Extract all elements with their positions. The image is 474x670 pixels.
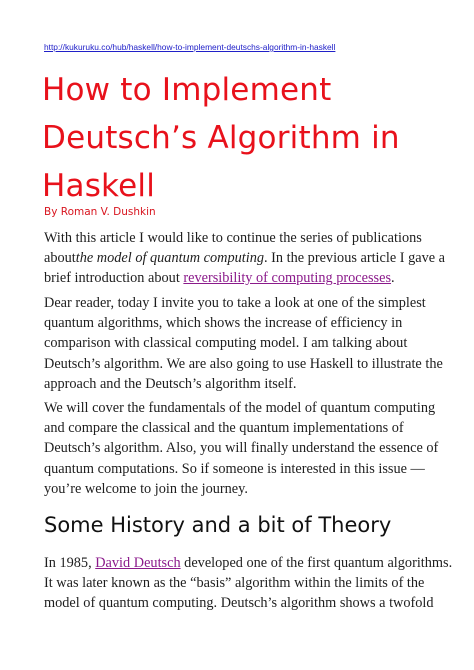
text-span: . In the previous article I gave a	[264, 250, 446, 267]
text-line: you’re welcome to join the journey.	[44, 480, 248, 497]
text-line: We will cover the fundamentals of the model of quantum computing	[44, 400, 436, 416]
reversibility-link[interactable]: reversibility of computing processes	[183, 270, 392, 287]
paragraph-dear-reader	[44, 293, 444, 394]
text-span: developed one of the first quantum algorithms.	[180, 555, 453, 571]
title-line-1: How to Implement	[42, 72, 332, 108]
text-line: With this article I would like to continue the series of publications	[44, 230, 422, 246]
text-line	[44, 248, 444, 268]
title-line-3: Haskell	[42, 168, 156, 204]
text-span: about	[44, 250, 76, 267]
text-span: brief introduction about	[44, 270, 184, 287]
text-line: approach and the Deutsch’s algorithm itself.	[44, 375, 297, 392]
source-url-link[interactable]: http://kukuruku.co/hub/haskell/how-to-implement-deutschs-algorithm-in-haskell	[44, 42, 336, 52]
paragraph-coverage	[44, 398, 444, 499]
title-line-2: Deutsch’s Algorithm in	[42, 120, 400, 156]
author-byline: By Roman V. Dushkin	[44, 206, 156, 218]
text-line: model of quantum computing. Deutsch’s algorithm shows a twofold	[44, 595, 434, 612]
text-span: In 1985,	[44, 555, 96, 571]
section-heading: Some History and a bit of Theory	[44, 513, 392, 537]
text-line: Dear reader, today I invite you to take a look at one of the simplest	[44, 295, 426, 311]
article-title	[42, 66, 442, 210]
text-line: Deutsch’s algorithm. Also, you will finally understand the essence of	[44, 440, 439, 457]
paragraph-history	[44, 553, 453, 614]
text-line: and compare the classical and the quantum implementations of	[44, 420, 404, 437]
text-line	[44, 553, 453, 573]
text-span: .	[391, 270, 395, 287]
emphasis-text: the model of quantum computing	[75, 250, 264, 267]
david-deutsch-link[interactable]: David Deutsch	[95, 555, 181, 571]
paragraph-intro	[44, 228, 444, 289]
text-line: quantum computations. So if someone is interested in this issue —	[44, 460, 425, 477]
text-line: quantum algorithms, which shows the increase of efficiency in	[44, 315, 403, 332]
text-line: Deutsch’s algorithm. We are also going to use Haskell to illustrate the	[44, 355, 443, 372]
text-line	[44, 268, 444, 288]
text-line: comparison with classical computing model. I am talking about	[44, 335, 408, 352]
text-line: It was later known as the “basis” algorithm within the limits of the	[44, 575, 425, 592]
